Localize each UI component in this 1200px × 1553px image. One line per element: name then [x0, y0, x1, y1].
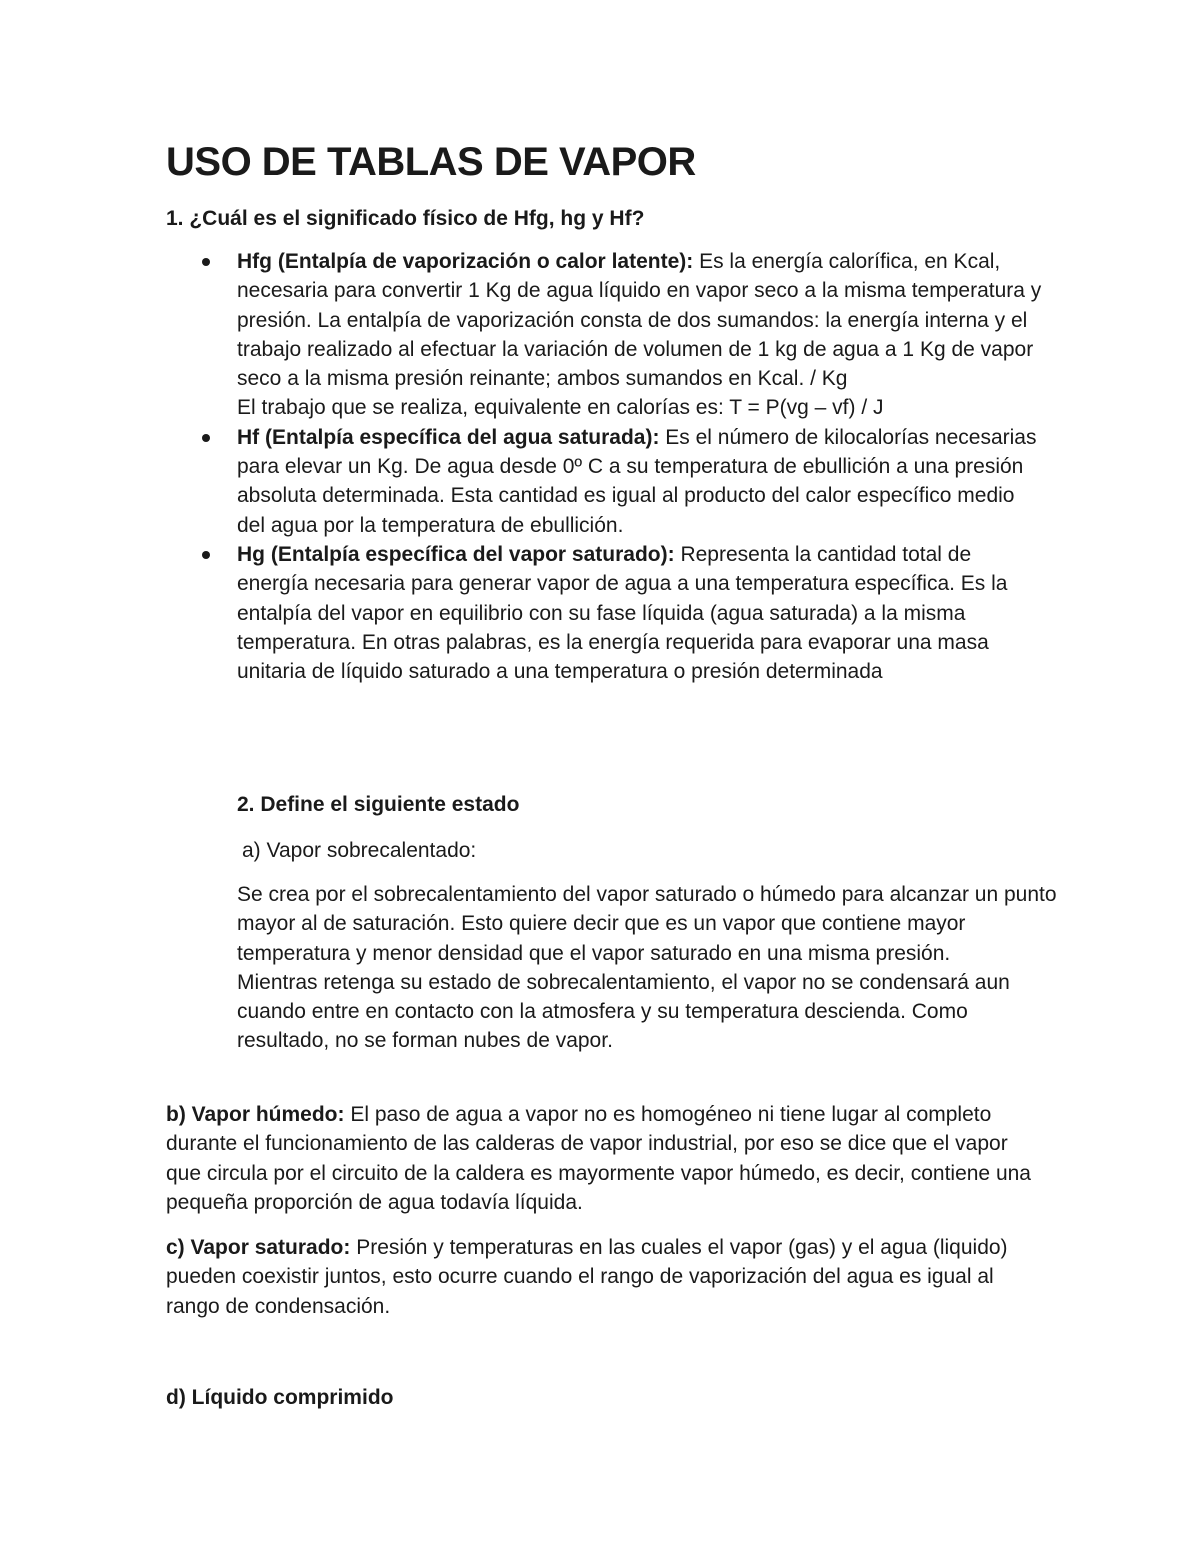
term-hg: Hg (Entalpía específica del vapor saturado):	[237, 542, 675, 566]
list-item-hg	[166, 540, 1046, 686]
sub-c-paragraph	[166, 1233, 1046, 1321]
sub-a-paragraph-2: Mientras retenga su estado de sobrecalentamiento, el vapor no se condensará aun cuando entre en contacto con la atmosfera y su temperatura descienda. Como resultado, no se forman nubes de vapor.	[237, 970, 1010, 1053]
sub-a-body	[237, 880, 1057, 1056]
bullet-icon	[202, 434, 210, 442]
sub-b-paragraph	[166, 1100, 1046, 1217]
definition-hf: Es el número de kilocalorías necesarias para elevar un Kg. De agua desde 0º C a su temperatura de ebullición a una presión absoluta determinada. Esta cantidad es igual al producto del calor específico medio del agua por la temperatura de ebullición.	[237, 425, 1037, 537]
sub-d-label: d) Líquido comprimido	[166, 1386, 394, 1409]
sub-c-label: c) Vapor saturado:	[166, 1236, 351, 1259]
sub-a-label: a) Vapor sobrecalentado:	[242, 839, 477, 862]
definition-hg: Representa la cantidad total de energía necesaria para generar vapor de agua a una temperatura específica. Es la entalpía del vapor en equilibrio con su fase líquida (agua saturada) a la misma temperatura. En otras palabras, es la energía requerida para evaporar una masa unitaria de líquido saturado a una temperatura o presión determinada	[237, 542, 1008, 684]
document-title: USO DE TABLAS DE VAPOR	[166, 140, 696, 184]
sub-b-label: b) Vapor húmedo:	[166, 1103, 345, 1126]
list-item-hfg	[166, 247, 1046, 423]
list-item-hf	[166, 423, 1046, 540]
definition-hfg: Es la energía calorífica, en Kcal, necesaria para convertir 1 Kg de agua líquido en vapor seco a la misma temperatura y presión. La entalpía de vaporización consta de dos sumandos: la energía interna y el trabajo realizado al efectuar la variación de volumen de 1 kg de agua a 1 Kg de vapor seco a la misma presión reinante; ambos sumandos en Kcal. / Kg	[237, 250, 1042, 391]
question-2-heading: 2. Define el siguiente estado	[237, 793, 520, 816]
definition-hfg-extra: El trabajo que se realiza, equivalente en calorías es: T = P(vg – vf) / J	[237, 396, 884, 420]
term-hfg: Hfg (Entalpía de vaporización o calor latente):	[237, 250, 694, 273]
bullet-icon	[202, 551, 210, 559]
bullet-icon	[202, 258, 210, 266]
sub-b-text: El paso de agua a vapor no es homogéneo ni tiene lugar al completo durante el funcionamiento de las calderas de vapor industrial, por eso se dice que el vapor que circula por el circuito de la caldera es mayormente vapor húmedo, es decir, contiene una pequeña proporción de agua todavía líquida.	[166, 1103, 1031, 1214]
term-hf: Hf (Entalpía específica del agua saturada):	[237, 425, 660, 449]
question-1-heading: 1. ¿Cuál es el significado físico de Hfg, hg y Hf?	[166, 207, 645, 230]
definitions-list	[166, 247, 1046, 686]
sub-a-paragraph-1: Se crea por el sobrecalentamiento del vapor saturado o húmedo para alcanzar un punto mayor al de saturación. Esto quiere decir que es un vapor que contiene mayor temperatura y menor densidad que el vapor saturado en una misma presión.	[237, 883, 1057, 965]
sub-c-text: Presión y temperaturas en las cuales el vapor (gas) y el agua (liquido) pueden coexistir juntos, esto ocurre cuando el rango de vaporización del agua es igual al rango de condensación.	[166, 1236, 1008, 1318]
